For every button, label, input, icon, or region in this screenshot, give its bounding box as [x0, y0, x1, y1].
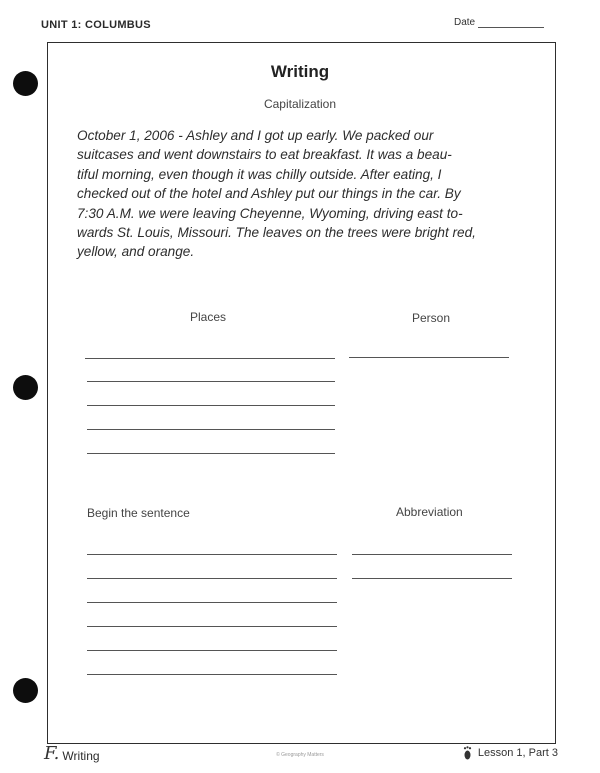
binder-hole-bottom — [13, 678, 38, 703]
copyright-text: © Geography Matters — [276, 752, 324, 758]
places-label: Places — [190, 310, 227, 324]
abbreviation-answer-line-1[interactable] — [352, 554, 512, 555]
sentence-answer-line-2[interactable] — [87, 578, 337, 579]
places-answer-line-4[interactable] — [87, 429, 335, 430]
passage-line: October 1, 2006 - Ashley and I got up early. We packed our — [77, 128, 434, 143]
sentence-answer-line-1[interactable] — [87, 554, 337, 555]
sentence-answer-line-4[interactable] — [87, 626, 337, 627]
abbreviation-answer-line-2[interactable] — [352, 578, 512, 579]
begin-sentence-label: Begin the sentence — [87, 506, 190, 520]
places-answer-line-3[interactable] — [87, 405, 335, 406]
passage-line: checked out of the hotel and Ashley put our things in the car. By — [77, 186, 461, 202]
date-label: Date — [454, 17, 476, 28]
places-answer-line-1[interactable] — [85, 358, 335, 359]
passage-line: suitcases and went downstairs to eat breakfast. It was a beau- — [77, 147, 452, 163]
person-answer-line[interactable] — [349, 357, 509, 358]
places-answer-line-5[interactable] — [87, 453, 335, 454]
passage — [77, 126, 527, 262]
passage-line: tiful morning, even though it was chilly outside. After eating, I — [77, 166, 442, 182]
footprint-icon — [463, 746, 472, 760]
lesson-label: Lesson 1, Part 3 — [477, 747, 558, 759]
unit-prefix: UNIT 1: — [41, 19, 82, 31]
person-label: Person — [412, 311, 451, 325]
abbreviation-label: Abbreviation — [396, 505, 463, 519]
passage-line: yellow, and orange. — [77, 244, 195, 260]
sentence-answer-line-6[interactable] — [87, 674, 337, 675]
writing-logo-icon: F. — [44, 743, 60, 764]
worksheet-title: Writing — [270, 62, 330, 81]
places-answer-line-2[interactable] — [87, 381, 335, 382]
sentence-answer-line-5[interactable] — [87, 650, 337, 651]
date-input-line[interactable] — [478, 17, 544, 28]
lesson-indicator — [463, 746, 558, 760]
worksheet-subtitle: Capitalization — [263, 97, 337, 111]
sentence-answer-line-3[interactable] — [87, 602, 337, 603]
footer-writing-label: Writing — [62, 748, 100, 763]
date-field — [454, 17, 544, 28]
passage-line: wards St. Louis, Missouri. The leaves on the trees were bright red, — [77, 225, 476, 241]
binder-hole-middle — [13, 375, 38, 400]
passage-line: 7:30 A.M. we were leaving Cheyenne, Wyoming, driving east to- — [77, 205, 463, 221]
unit-name: COLUMBUS — [84, 19, 151, 31]
unit-header — [41, 19, 151, 31]
